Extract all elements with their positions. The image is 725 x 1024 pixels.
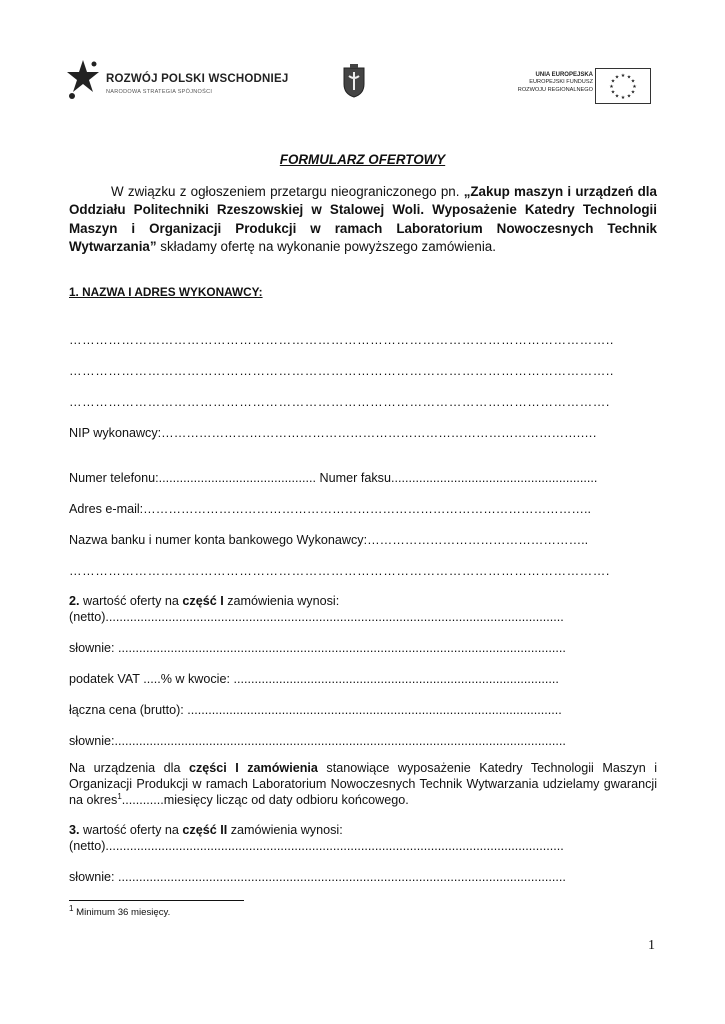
svg-text:★: ★ [610,78,616,85]
footnote-text: Minimum 36 miesięcy. [73,907,171,918]
svg-text:★: ★ [632,84,637,90]
warranty-part: części I zamówienia [188,761,318,775]
warranty-paragraph [69,760,657,808]
netto-field-part2[interactable]: (netto)................................................................................................................................... [69,839,564,853]
fax-field[interactable]: Numer faksu........................................................... [316,471,598,485]
bank-account-field[interactable]: Nazwa banku i numer konta bankowego Wykonawcy:…………………………………………….. [69,533,589,547]
email-field[interactable]: Adres e-mail:…………………………………………………………………………………………….. [69,502,591,516]
warranty-pre: Na urządzenia dla [69,761,189,775]
section3-pre: wartość oferty na [79,823,183,837]
bank-account-field-2[interactable]: ……………………………………………………………………………………………………………. [69,564,610,578]
warranty-months-field[interactable]: ............miesięcy licząc od daty odbioru końcowego. [121,793,409,807]
left-logo-subtitle: NARODOWA STRATEGIA SPÓJNOŚCI [106,89,213,95]
svg-text:★: ★ [614,93,620,100]
contractor-name-field-1[interactable]: …………………………………………………………………………………………………………….. [69,333,614,347]
section2-pre: wartość oferty na [79,594,183,608]
star-emblem-icon [66,58,100,100]
phone-fax-row [69,470,657,486]
footnote [69,903,171,918]
section3-heading [69,822,657,838]
section2-number: 2. [69,594,80,608]
rozwoj-polski-wschodniej-logo [66,58,296,102]
section2-heading [69,593,657,609]
svg-text:★: ★ [626,93,632,100]
svg-text:★: ★ [630,89,636,96]
netto-field-part1[interactable]: (netto)................................................................................................................................... [69,610,564,624]
svg-text:★: ★ [610,89,616,96]
vat-field-part1[interactable]: podatek VAT .....% w kwocie: ............................................................................................. [69,672,559,686]
section2-part: część I [182,594,224,608]
contractor-address-field[interactable]: ……………………………………………………………………………………………………………. [69,395,610,409]
footnote-mark: 1 [69,903,74,913]
section2-post: zamówienia wynosi: [223,594,340,608]
eu-fund-logo [495,68,655,102]
footnote-ref: 1 [117,791,122,801]
svg-text:★: ★ [626,74,632,81]
intro-tail: składamy ofertę na wykonanie powyższego zamówienia. [156,238,496,254]
svg-text:★: ★ [609,84,614,90]
eu-line2: EUROPEJSKI FUNDUSZ [529,79,593,86]
slownie-brutto-field-part1[interactable]: słownie:................................................................................................................................. [69,734,566,748]
intro-paragraph [69,183,657,256]
eu-line3: ROZWOJU REGIONALNEGO [517,86,593,93]
warranty-mid: stanowiące wyposażenie Katedry Technologii Maszyn i Organizacji Produkcji w ramach Laboratorium Nowoczesnych Technik Wytwarzania udzielamy gwarancji na okres [69,761,658,807]
document-title: FORMULARZ OFERTOWY [279,152,446,167]
section3-part: część II [182,823,228,837]
svg-text:★: ★ [620,95,626,101]
left-logo-title: ROZWÓJ POLSKI WSCHODNIEJ [106,73,289,85]
section1-heading: 1. NAZWA I ADRES WYKONAWCY: [69,285,263,299]
brutto-field-part1[interactable]: łączna cena (brutto): ........................................................................................................... [69,703,562,717]
section3-number: 3. [69,823,80,837]
university-crest-icon [342,64,366,98]
svg-text:★: ★ [630,78,636,85]
page-number: 1 [648,938,655,953]
phone-field[interactable]: Numer telefonu:............................................. [69,471,317,485]
eu-fund-text [518,72,593,94]
intro-tender-name: „Zakup maszyn i urządzeń dla Oddziału Politechniki Rzeszowskiej w Stalowej Woli. Wyposażenie Katedry Technologii Maszyn i Organizacji Produkcji w ramach Laboratorium Nowoczesnych Technik Wytwarzania” [69,184,657,254]
svg-text:★: ★ [614,74,620,81]
eu-line1: UNIA EUROPEJSKA [535,72,593,78]
nip-field[interactable]: NIP wykonawcy:……………………………………………………………………………………….…. [69,426,597,440]
eu-flag-icon [595,68,651,104]
slownie-field-part2[interactable]: słownie: ................................................................................................................................ [69,870,566,884]
footnote-divider [69,900,244,901]
contractor-name-field-2[interactable]: …………………………………………………………………………………………………………….. [69,364,614,378]
svg-text:★: ★ [620,73,626,79]
section3-post: zamówienia wynosi: [227,823,343,837]
slownie-field-part1[interactable]: słownie: ................................................................................................................................ [69,641,566,655]
intro-lead: W związku z ogłoszeniem przetargu nieograniczonego pn. [111,184,464,199]
